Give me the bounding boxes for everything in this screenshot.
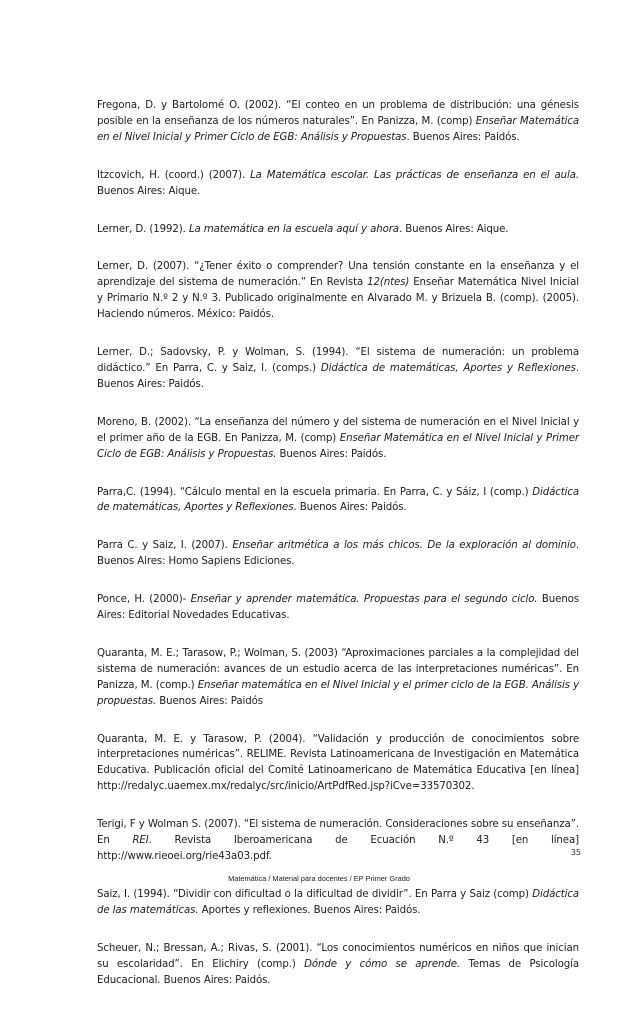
reference-text: Parra C. y Saiz, I. (2007). [97,540,233,552]
reference-text: . Buenos Aires: Paidós. [293,502,407,514]
reference-text: Lerner, D.; Sadovsky, P. y Wolman, S. (1994). “El sistema de numeración: un problema didáctico.” En Parra, C. y Saiz, I. (comps.) [97,347,579,374]
reference-text: Fregona, D. y Bartolomé O. (2002). “El conteo en un problema de distribución: una génesis posible en la enseñanza de los números naturales”. En Panizza, M. (comp) [97,100,579,127]
reference-entry [97,415,579,463]
reference-entry [97,98,579,146]
reference-title: Enseñar aritmética a los más chicos. De la exploración al dominio [232,540,576,552]
reference-title: Enseñar Matemática en el Nivel Inicial y Primer Ciclo de EGB: Análisis y Propuestas [97,115,579,143]
reference-text: Terigi, F y Wolman S. (2007). “El sistema de numeración. Consideraciones sobre su enseñanza”. En [97,819,579,847]
reference-text: . Buenos Aires: Paidós. [97,362,579,390]
reference-text: Quaranta, M. E. y Tarasow, P. (2004). “Validación y producción de conocimientos sobre interpretaciones numéricas”. RELIME. Revista Latinoamericana de Investigación en Matemática Educativa. Publicación oficial del Comité Latinoamericano de Matemática Educativa [en línea] http://redalyc.uaemex.mx/redalyc/src/inicio/ArtPdfRed.jsp?iCve=33570302. [97,733,579,793]
reference-entry [97,592,579,624]
reference-title: Didáctica de las matemáticas. [97,888,579,916]
reference-entry [97,259,579,323]
reference-entry [97,345,579,393]
reference-text: . Buenos Aires: Paidós. [406,131,520,143]
reference-title: La matemática en la escuela aquí y ahora [188,223,399,235]
reference-entry [97,485,579,517]
reference-title: REI [132,835,149,847]
reference-text: Buenos Aires: Aique. [97,185,201,197]
reference-text: Scheuer, N.; Bressan, A.; Rivas, S. (2001). “Los conocimientos numéricos en niños que inician su escolaridad”. En Elichiry (comp.) [97,942,579,970]
reference-entry [97,538,579,570]
reference-text: Lerner, D. (1992). [97,223,189,235]
reference-title: La Matemática escolar. Las prácticas de enseñanza en el aula. [250,169,579,181]
reference-text: Parra,C. (1994). “Cálculo mental en la escuela primaria. En Parra, C. y Sáiz, I (comp.) [97,486,533,498]
page-number: 35 [570,848,581,857]
reference-entry [97,646,579,710]
reference-title: 12(ntes) [367,277,410,289]
reference-text: . Buenos Aires: Aique. [398,223,509,235]
reference-entry [97,941,579,989]
reference-text: Aportes y reflexiones. Buenos Aires: Paidós. [198,904,421,916]
reference-text: Buenos Aires: Editorial Novedades Educativas. [97,594,580,622]
reference-title: Enseñar matemática en el Nivel Inicial y el primer ciclo de la EGB. Análisis y propuestas. [97,679,579,707]
reference-title: Didáctica de matemáticas, Aportes y Reflexiones [97,486,579,514]
reference-text: Buenos Aires: Paidós. [276,448,387,460]
reference-entry [97,168,579,200]
reference-text: Temas de Psicología Educacional. Buenos Aires: Paidós. [97,958,579,986]
reference-text: . Buenos Aires: Homo Sapiens Ediciones. [97,540,579,568]
reference-entry [97,732,579,796]
reference-entry [97,222,579,238]
reference-text: Saiz, I. (1994). “Dividir con dificultad o la dificultad de dividir”. En Parra y Saiz (comp) [97,888,533,900]
reference-title: Enseñar Matemática en el Nivel Inicial y Primer Ciclo de EGB: Análisis y Propuestas. [97,432,579,460]
reference-text: Quaranta, M. E.; Tarasow, P.; Wolman, S. (2003) “Aproximaciones parciales a la complejidad del sistema de numeración: avances de un estudio acerca de las interpretaciones numéricas”. En Panizza, M. (comp.) [97,647,579,691]
reference-text: Buenos Aires: Paidós [156,695,263,707]
reference-text: Itzcovich, H. (coord.) (2007). [97,169,251,181]
reference-text: Enseñar Matemática Nivel Inicial y Primario N.º 2 y N.º 3. Publicado originalmente en Alvarado M. y Brizuela B. (comp). (2005). Haciendo números. México: Paidós. [97,277,579,321]
reference-text: Lerner, D. (2007). “¿Tener éxito o comprender? Una tensión constante en la enseñanza y el aprendizaje del sistema de numeración.” En Revista [97,261,579,289]
reference-title: Dónde y cómo se aprende. [304,958,461,970]
reference-text: Moreno, B. (2002). “La enseñanza del número y del sistema de numeración en el Nivel Inicial y el primer año de la EGB. En Panizza, M. (comp) [97,416,579,444]
page-footer: Matemática / Material para docentes / EP Primer Grado [228,874,410,883]
reference-text: Ponce, H. (2000)- [97,594,191,606]
reference-text: . Revista Iberoamericana de Ecuación N.º 43 [en línea] http://www.rieoei.org/rie43a03.pdf. [97,835,579,862]
reference-entry [97,817,579,865]
reference-title: Didáctica de matemáticas, Aportes y Reflexiones [320,362,576,374]
reference-title: Enseñar y aprender matemática. Propuestas para el segundo ciclo. [190,594,538,606]
